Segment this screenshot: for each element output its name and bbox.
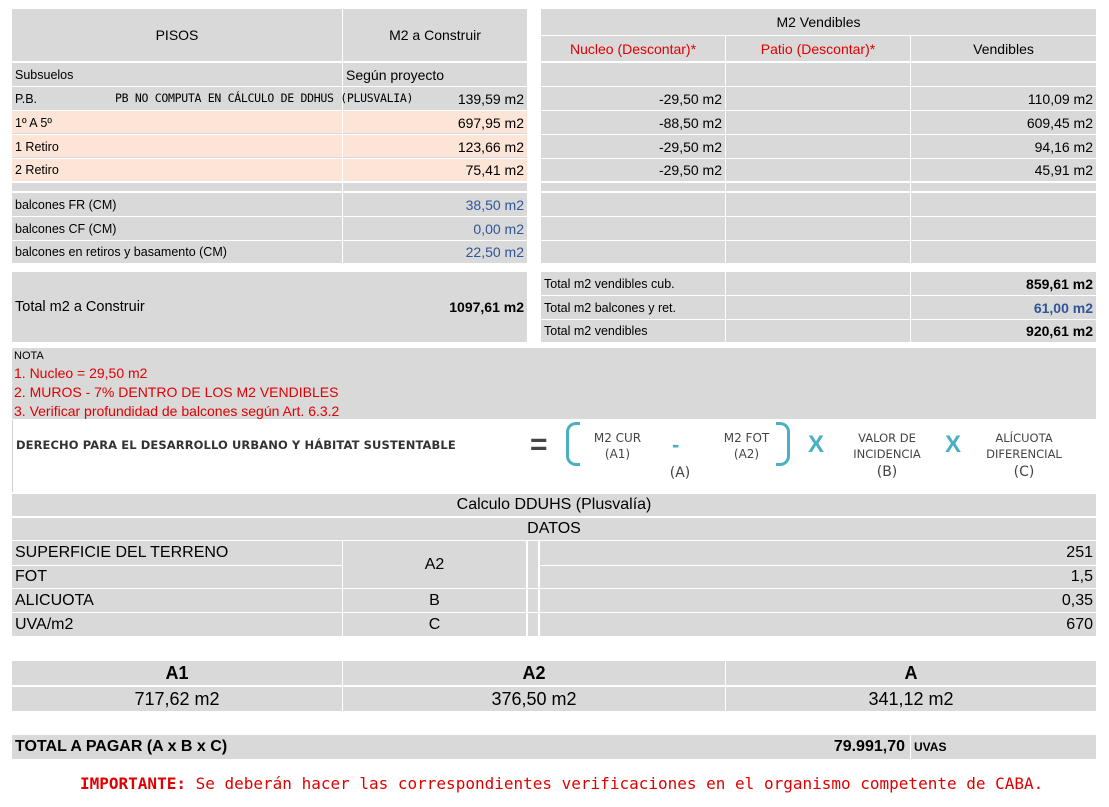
row-balcones-fr-m2: 38,50 m2 xyxy=(465,196,524,213)
nota-item-1: 1. Nucleo = 29,50 m2 xyxy=(14,365,148,381)
formula-times-2: X xyxy=(945,431,962,458)
formula-valor-line2: INCIDENCIA xyxy=(853,447,921,461)
total-pagar-value: 79.991,70 xyxy=(833,738,905,755)
formula-close-paren xyxy=(776,422,790,466)
formula-minus: - xyxy=(672,432,680,457)
total-balcones-label: Total m2 balcones y ret. xyxy=(544,300,677,315)
formula-b: (B) xyxy=(876,464,898,480)
formula-box xyxy=(12,420,1096,492)
formula-valor-line1: VALOR DE xyxy=(858,431,916,445)
importante-label: IMPORTANTE: xyxy=(80,774,186,793)
row-pb-label: P.B. xyxy=(15,91,38,106)
row-balcones-cf-m2: 0,00 m2 xyxy=(473,220,524,237)
formula-m2cur: M2 CUR xyxy=(593,431,642,445)
row-1a5-m2: 697,95 m2 xyxy=(457,114,524,131)
formula-alicuota-line1: ALÍCUOTA xyxy=(995,431,1053,445)
row-pb-nucleo: -29,50 m2 xyxy=(658,90,722,107)
calc-uva-value: 670 xyxy=(1066,615,1093,633)
row-retiro2-nucleo: -29,50 m2 xyxy=(658,162,722,178)
header-pisos: PISOS xyxy=(155,27,199,43)
row-retiro2-m2: 75,41 m2 xyxy=(465,162,524,178)
calculo-title: Calculo DDUHS (Plusvalía) xyxy=(12,494,1096,516)
result-a1-value: 717,62 m2 xyxy=(134,688,220,709)
importante-note xyxy=(80,774,1043,793)
total-construir-label: Total m2 a Construir xyxy=(15,299,145,315)
row-retiro1-nucleo: -29,50 m2 xyxy=(658,138,722,155)
row-balcones-fr-label: balcones FR (CM) xyxy=(15,197,117,212)
calc-alicuota-value: 0,35 xyxy=(1061,591,1093,609)
calc-uva-label: UVA/m2 xyxy=(15,615,74,633)
header-m2-construir: M2 a Construir xyxy=(389,27,481,43)
row-subsuelos-m2: Según proyecto xyxy=(346,66,445,83)
formula-times-1: X xyxy=(808,431,825,458)
result-a2-value: 376,50 m2 xyxy=(491,688,577,709)
calc-alicuota-code: B xyxy=(429,591,440,609)
calculo-datos: DATOS xyxy=(12,518,1096,540)
header-nucleo: Nucleo (Descontar)* xyxy=(569,40,697,57)
nota-item-2: 2. MUROS - 7% DENTRO DE LOS M2 VENDIBLES xyxy=(14,384,339,400)
formula-a: (A) xyxy=(669,465,691,481)
row-pb-m2: 139,59 m2 xyxy=(457,90,524,107)
calc-superficie-label: SUPERFICIE DEL TERRENO xyxy=(15,544,229,561)
row-retiro2-label: 2 Retiro xyxy=(15,163,59,177)
header-patio: Patio (Descontar)* xyxy=(760,40,876,57)
row-retiro1-vendibles: 94,16 m2 xyxy=(1034,138,1093,155)
result-a-label: A xyxy=(904,662,918,683)
result-a2-label: A2 xyxy=(522,662,546,683)
formula-a1: (A1) xyxy=(604,447,631,461)
row-1a5-label: 1º A 5º xyxy=(15,115,52,130)
nota-item-3: 3. Verificar profundidad de balcones según Art. 6.3.2 xyxy=(14,403,340,419)
formula-a2: (A2) xyxy=(733,447,760,461)
row-retiro1-label: 1 Retiro xyxy=(15,139,59,154)
row-pb-note: PB NO COMPUTA EN CÁLCULO DE DDHUS (PLUSVALIA) xyxy=(115,91,414,105)
row-balcones-cf-label: balcones CF (CM) xyxy=(15,221,117,236)
formula-open-paren xyxy=(566,422,580,466)
row-retiro2-vendibles: 45,91 m2 xyxy=(1034,162,1093,178)
row-1a5-vendibles: 609,45 m2 xyxy=(1026,114,1093,131)
nota-title: NOTA xyxy=(14,350,44,362)
total-vend-cub-label: Total m2 vendibles cub. xyxy=(544,276,675,291)
row-balcones-ret-m2: 22,50 m2 xyxy=(465,244,524,260)
row-pb-vendibles: 110,09 m2 xyxy=(1027,90,1093,107)
formula-alicuota-line2: DIFERENCIAL xyxy=(986,447,1062,461)
formula-equals: = xyxy=(530,428,548,461)
total-construir-value: 1097,61 m2 xyxy=(449,299,524,315)
total-pagar-label: TOTAL A PAGAR (A x B x C) xyxy=(15,738,228,755)
formula-c: (C) xyxy=(1013,464,1035,480)
row-balcones-ret-label: balcones en retiros y basamento (CM) xyxy=(15,245,227,259)
row-1a5-nucleo: -88,50 m2 xyxy=(658,114,722,131)
total-vend-cub-value: 859,61 m2 xyxy=(1026,275,1093,292)
result-a1-label: A1 xyxy=(165,662,189,683)
calc-fot-label: FOT xyxy=(15,568,47,585)
formula-label: DERECHO PARA EL DESARROLLO URBANO Y HÁBITAT SUSTENTABLE xyxy=(16,438,456,452)
result-a-value: 341,12 m2 xyxy=(868,688,954,709)
calc-uva-code: C xyxy=(428,615,441,633)
total-pagar-unit: UVAS xyxy=(914,740,947,754)
total-vendibles-value: 920,61 m2 xyxy=(1026,323,1093,339)
calc-alicuota-label: ALICUOTA xyxy=(15,591,94,609)
header-m2-vendibles: M2 Vendibles xyxy=(776,14,861,30)
calc-superficie-value: 251 xyxy=(1066,544,1093,561)
row-retiro1-m2: 123,66 m2 xyxy=(457,138,524,155)
header-vendibles: Vendibles xyxy=(973,40,1034,57)
row-subsuelos-label: Subsuelos xyxy=(15,67,74,82)
calc-a2-code: A2 xyxy=(424,555,445,573)
calc-fot-value: 1,5 xyxy=(1070,568,1093,585)
importante-text: Se deberán hacer las correspondientes verificaciones en el organismo competente de CABA. xyxy=(185,774,1044,793)
total-balcones-value: 61,00 m2 xyxy=(1033,299,1093,316)
total-vendibles-label: Total m2 vendibles xyxy=(544,324,648,338)
formula-m2fot: M2 FOT xyxy=(723,431,770,445)
